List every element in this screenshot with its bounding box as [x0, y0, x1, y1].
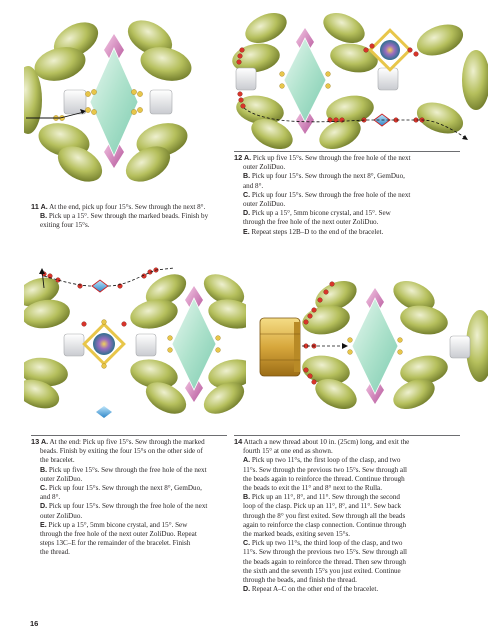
figure-12	[226, 10, 488, 150]
step-text: Pick up a 15°, 5mm bicone crystal, and 15°. Sew	[250, 209, 391, 218]
step-12	[234, 153, 464, 237]
step-line	[234, 493, 470, 502]
step-text: outer ZoliDuo.	[243, 200, 286, 209]
step-text: Pick up two 11°s, the first loop of the clasp, and two	[250, 456, 401, 465]
step-line	[31, 475, 231, 484]
step-text: Pick up a 15°, 5mm bicone crystal, and 15°. Sew	[46, 520, 188, 529]
step-text: and 8°.	[243, 181, 264, 190]
step-number: 14	[234, 437, 243, 446]
thread-arrow	[39, 268, 45, 274]
step-text: Repeat A–C on the other end of the bracelet.	[250, 585, 379, 594]
substep-label: C.	[243, 539, 251, 548]
step-text: the marked beads, exiting seven 15°s.	[243, 530, 351, 539]
step-line	[31, 456, 231, 465]
step-line	[234, 539, 470, 548]
center-marquise	[284, 38, 326, 122]
step-line	[234, 475, 470, 484]
step-line	[234, 163, 464, 172]
figure-13	[24, 262, 246, 432]
step-14	[234, 437, 470, 594]
step-text: through the free hole of the next outer ZoliDuo. Repeat	[40, 530, 197, 539]
step-line	[31, 221, 223, 230]
silver-bead	[236, 68, 256, 90]
step-line	[234, 172, 464, 181]
figure-11	[24, 8, 224, 193]
step-line	[234, 548, 470, 557]
step-text: Repeat steps 12B–D to the end of the bracelet.	[249, 227, 384, 236]
step-text: exiting four 15°s.	[40, 221, 90, 230]
figure-14	[254, 262, 488, 432]
step-line	[234, 182, 464, 191]
step-line	[31, 548, 231, 557]
step-text: outer ZoliDuo.	[40, 511, 83, 520]
step-text: the sixth and the seventh 15°s you just exited. Continue	[243, 566, 401, 575]
step-line	[31, 202, 223, 212]
step-line	[234, 502, 470, 511]
center-marquise	[352, 298, 398, 394]
step-text: through the 8° you first exited. Sew through all the beads	[243, 511, 406, 520]
step-text: and 8°.	[40, 493, 61, 502]
step-line	[31, 512, 231, 521]
substep-label: C.	[243, 190, 251, 199]
step-line	[31, 466, 231, 475]
silver-bead	[450, 336, 470, 358]
substep-label: B.	[40, 212, 48, 221]
bicone-crystal	[92, 280, 108, 292]
step-text: Pick up two 11°s, the third loop of the clasp, and two	[250, 539, 403, 548]
step-line	[234, 191, 464, 200]
step-line	[31, 521, 231, 530]
step-number: 12	[234, 153, 243, 162]
step-text: At the end, pick up four 15°s. Sew through the next 8°.	[47, 203, 206, 211]
step-text: the beads again to reinforce the thread. Continue through	[243, 474, 405, 483]
substep-label: D.	[243, 209, 251, 218]
substep-label: E.	[40, 520, 47, 529]
step-line	[234, 447, 470, 456]
step-text: 11°s. Sew through the previous two 15°s. Sew through all	[243, 548, 408, 557]
substep-label: A.	[40, 203, 48, 211]
step-line	[234, 558, 470, 567]
step-text: At the end: Pick up five 15°s. Sew through the marked	[48, 438, 205, 446]
step-line	[234, 153, 464, 163]
step-line	[234, 521, 470, 530]
silver-bead	[64, 334, 84, 356]
rulla-clasp	[260, 318, 300, 376]
step-line	[31, 539, 231, 548]
step-line	[234, 567, 470, 576]
crystal-flower	[84, 324, 124, 364]
step-line	[31, 493, 231, 502]
step-line	[234, 484, 470, 493]
step-line	[31, 484, 231, 493]
step-text: the beads to exit the 11° and 8° next to the Rulla.	[243, 484, 382, 493]
step-14-rule	[234, 435, 460, 436]
step-line	[234, 218, 464, 227]
step-number: 13	[31, 437, 40, 446]
step-text: through the free hole of the next outer ZoliDuo.	[243, 218, 379, 227]
silver-bead	[378, 68, 398, 90]
substep-label: E.	[243, 227, 250, 236]
step-13	[31, 437, 231, 558]
substep-label: B.	[40, 465, 48, 474]
bicone-crystal	[96, 406, 112, 418]
step-text: Pick up four 15°s. Sew through the next 8°, GemDuo,	[250, 172, 405, 181]
substep-label: D.	[40, 502, 48, 511]
step-text: through the beads, and finish the thread.	[243, 576, 357, 585]
thread-arrow	[342, 343, 348, 349]
step-line	[31, 447, 231, 456]
step-line	[234, 209, 464, 218]
step-text: Pick up five 15°s. Sew through the free hole of the next	[251, 154, 411, 162]
step-12-rule	[234, 151, 460, 152]
step-line	[234, 585, 470, 594]
step-text: Pick up an 11°, 8°, and 11°. Sew through the second	[250, 493, 400, 502]
substep-label: A.	[243, 456, 251, 465]
substep-label: B.	[243, 172, 251, 181]
step-line	[234, 466, 470, 475]
step-number: 11	[31, 202, 39, 211]
substep-label: B.	[243, 493, 251, 502]
substep-label: A.	[41, 438, 49, 446]
silver-bead	[136, 334, 156, 356]
step-line	[234, 437, 470, 447]
step-13-rule	[31, 435, 227, 436]
page-number: 16	[30, 619, 39, 628]
step-line	[234, 456, 470, 465]
step-text: the bracelet.	[40, 456, 75, 465]
zoliduo-petals	[230, 10, 488, 150]
step-line	[31, 437, 231, 447]
step-line	[31, 502, 231, 511]
thread-arrow	[462, 135, 468, 140]
step-text: loop of the clasp. Pick up an 11°, 8°, and 11°. Sew back	[243, 502, 402, 511]
step-text: 11°s. Sew through the previous two 15°s. Sew through all	[243, 465, 408, 474]
step-text: Attach a new thread about 10 in. (25cm) long, and exit the	[243, 438, 410, 446]
step-line	[234, 228, 464, 237]
step-text: outer ZoliDuo.	[243, 163, 286, 172]
step-text: outer ZoliDuo.	[40, 474, 83, 483]
step-line	[234, 576, 470, 585]
step-11	[31, 202, 223, 231]
step-text: the beads again to reinforce the thread. Then sew through	[243, 557, 406, 566]
step-text: beads. Finish by exiting the four 15°s on the other side of	[40, 447, 203, 456]
step-text: steps 13C–E for the remainder of the bracelet. Finish	[40, 539, 191, 548]
step-text: fourth 15° at one end as shown.	[243, 447, 333, 456]
substep-label: C.	[40, 484, 48, 493]
step-text: Pick up four 15°s. Sew through the free hole of the next	[47, 502, 208, 511]
substep-label: A.	[244, 154, 252, 162]
step-text: Pick up five 15°s. Sew through the free hole of the next	[47, 465, 207, 474]
step-text: Pick up four 15°s. Sew through the next 8°, GemDuo,	[47, 484, 202, 493]
center-marquise	[90, 48, 138, 156]
step-line	[31, 212, 223, 221]
step-line	[234, 200, 464, 209]
step-line	[234, 512, 470, 521]
step-text: Pick up four 15°s. Sew through the free hole of the next	[250, 190, 411, 199]
step-text: the thread.	[40, 548, 70, 557]
step-text: Pick up a 15°. Sew through the marked beads. Finish by	[47, 212, 209, 221]
step-line	[31, 530, 231, 539]
step-text: again to reinforce the clasp connection. Continue through	[243, 520, 407, 529]
substep-label: D.	[243, 585, 251, 594]
step-line	[234, 530, 470, 539]
